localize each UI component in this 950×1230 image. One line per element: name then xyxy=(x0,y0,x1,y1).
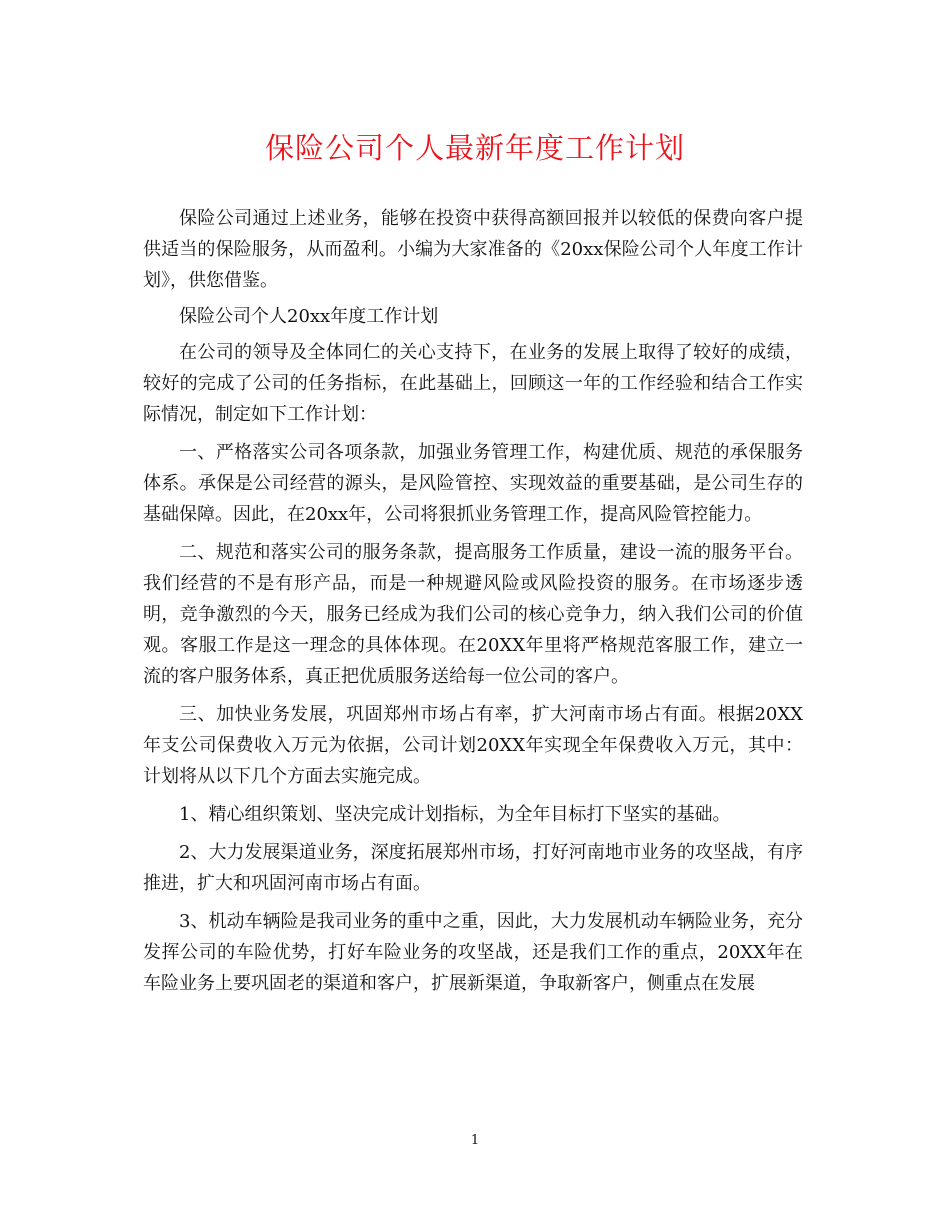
item-two-paragraph: 2、大力发展渠道业务，深度拓展郑州市场，打好河南地市业务的攻坚战，有序推进，扩大和巩固河南市场占有面。 xyxy=(143,842,803,894)
document-title: 保险公司个人最新年度工作计划 xyxy=(264,131,685,165)
context-paragraph: 在公司的领导及全体同仁的关心支持下，在业务的发展上取得了较好的成绩，较好的完成了公司的任务指标，在此基础上，回顾这一年的工作经验和结合工作实际情况，制定如下工作计划： xyxy=(143,342,803,425)
section-three-paragraph: 三、加快业务发展，巩固郑州市场占有率，扩大河南市场占有面。根据20XX年支公司保费收入万元为依据，公司计划20XX年实现全年保费收入万元，其中：计划将从以下几个方面去实施完成。 xyxy=(143,704,803,787)
plan-subtitle-paragraph: 保险公司个人20xx年度工作计划 xyxy=(179,306,439,327)
intro-paragraph: 保险公司通过上述业务，能够在投资中获得高额回报并以较低的保费向客户提供适当的保险服务，从而盈利。小编为大家准备的《20xx保险公司个人年度工作计划》，供您借鉴。 xyxy=(143,208,803,291)
section-one-paragraph: 一、严格落实公司各项条款，加强业务管理工作，构建优质、规范的承保服务体系。承保是公司经营的源头，是风险管控、实现效益的重要基础，是公司生存的基础保障。因此，在20xx年，公司将狠抓业务管理工作，提高风险管控能力。 xyxy=(143,442,803,525)
document-body xyxy=(143,203,803,999)
page-number: 1 xyxy=(470,1133,480,1148)
item-three-paragraph: 3、机动车辆险是我司业务的重中之重，因此，大力发展机动车辆险业务，充分发挥公司的车险优势，打好车险业务的攻坚战，还是我们工作的重点，20XX年在车险业务上要巩固老的渠道和客户，扩展新渠道，争取新客户，侧重点在发展 xyxy=(143,911,803,994)
item-one-paragraph: 1、精心组织策划、坚决完成计划指标，为全年目标打下坚实的基础。 xyxy=(179,804,731,825)
section-two-paragraph: 二、规范和落实公司的服务条款，提高服务工作质量，建设一流的服务平台。我们经营的不是有形产品，而是一种规避风险或风险投资的服务。在市场逐步透明，竞争激烈的今天，服务已经成为我们公司的核心竞争力，纳入我们公司的价值观。客服工作是这一理念的具体体现。在20XX年里将严格规范客服工作，建立一流的客户服务体系，真正把优质服务送给每一位公司的客户。 xyxy=(143,542,803,687)
